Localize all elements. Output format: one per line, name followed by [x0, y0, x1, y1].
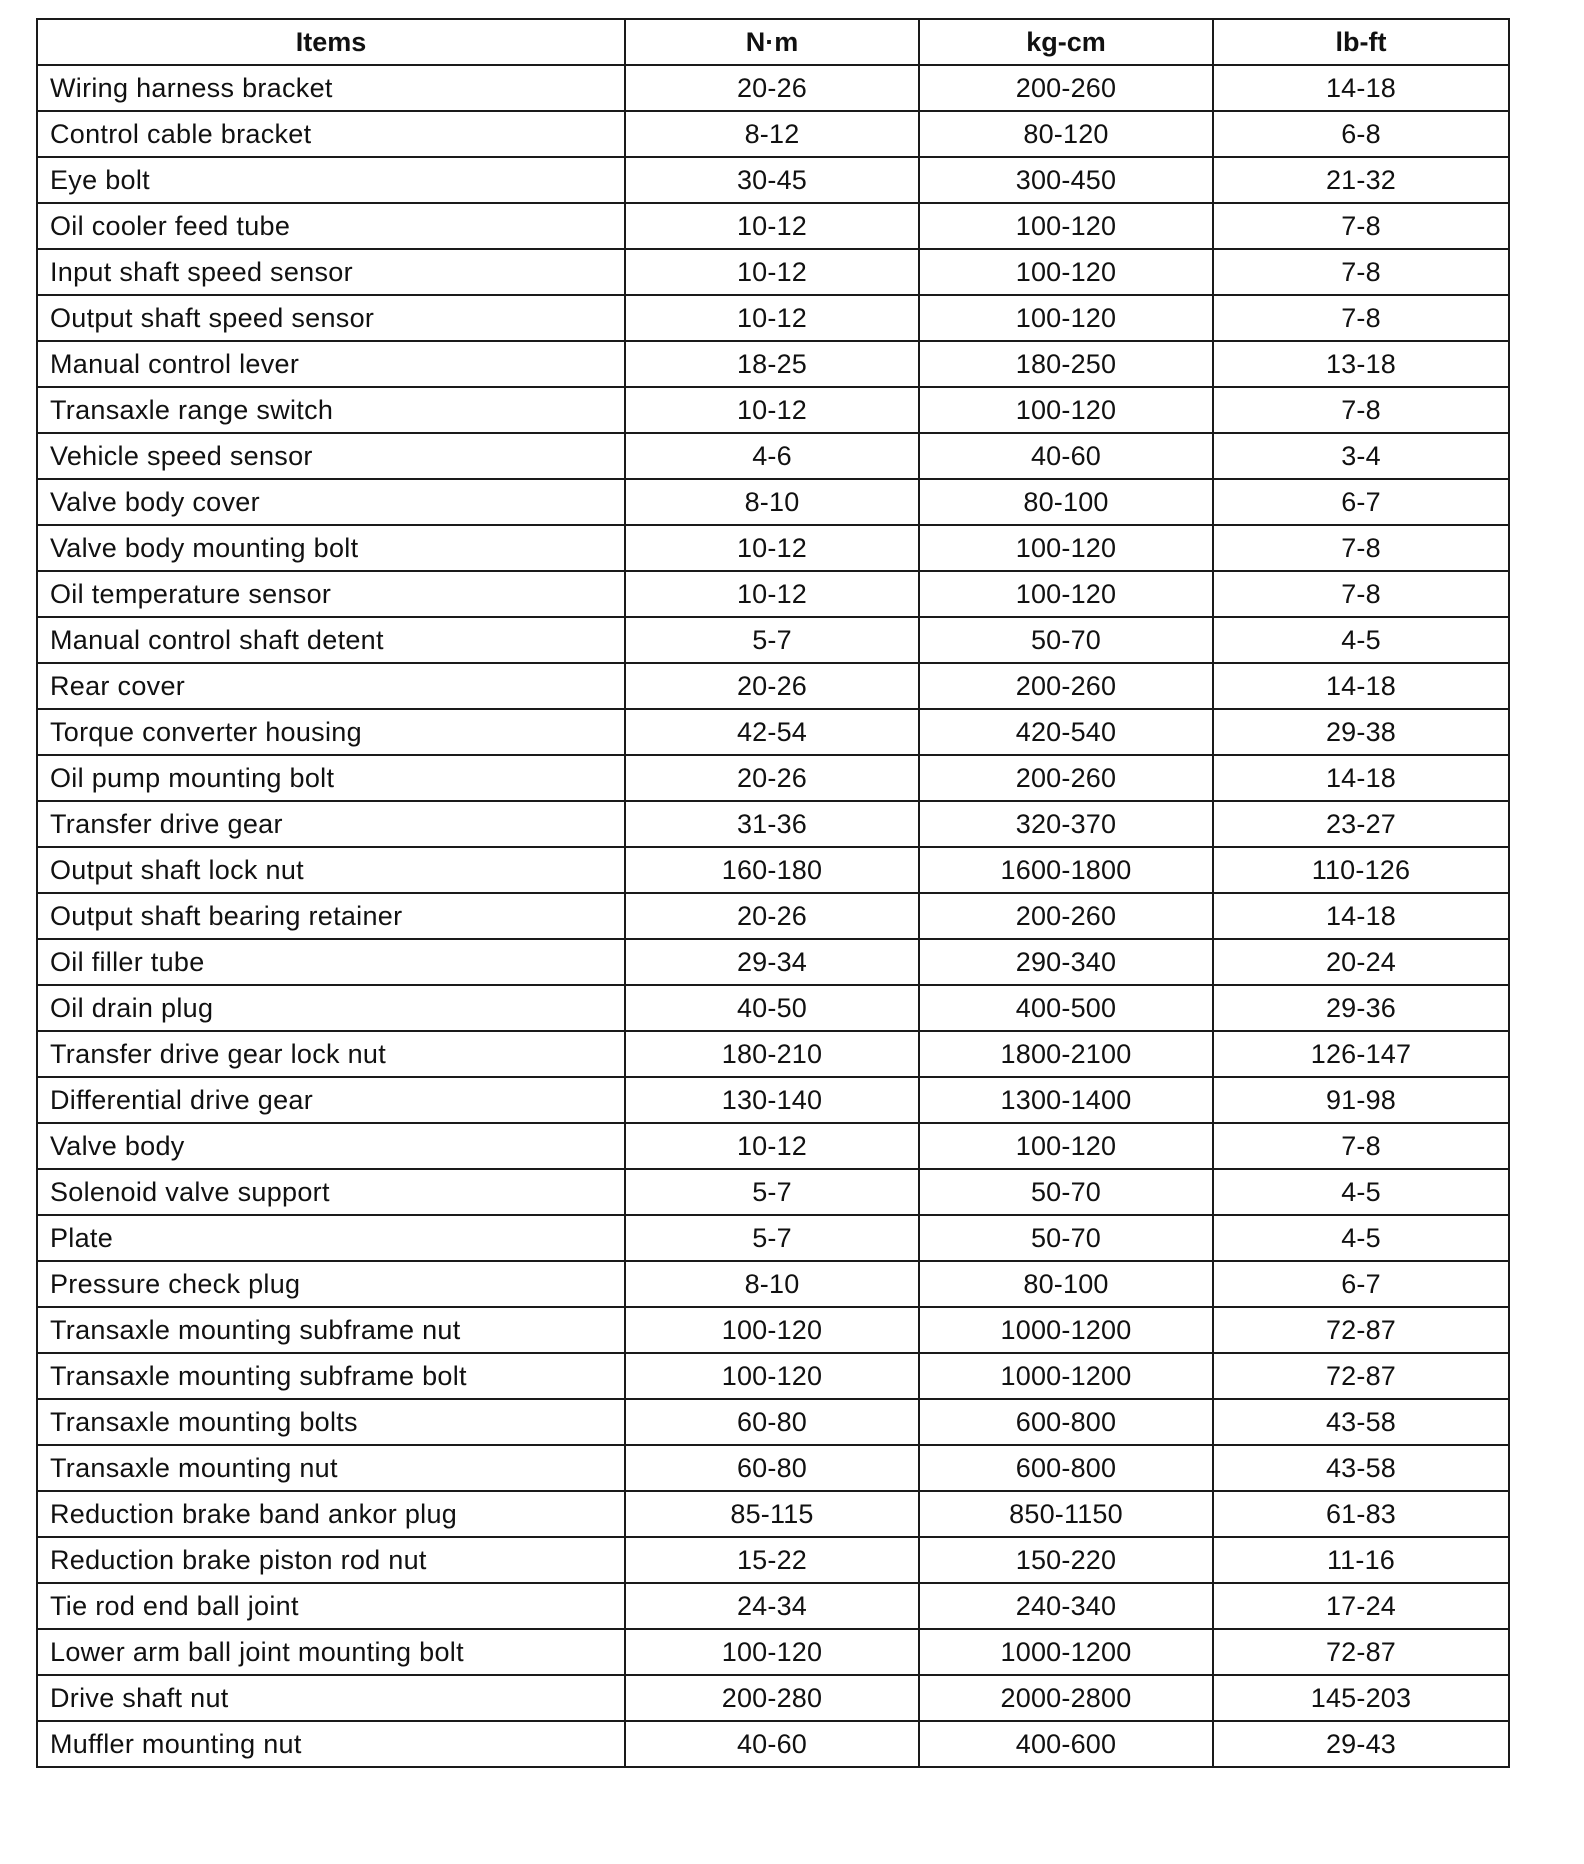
value-kg-cm: 2000-2800 — [919, 1675, 1213, 1721]
item-name: Wiring harness bracket — [37, 65, 625, 111]
value-n-m: 10-12 — [625, 249, 919, 295]
value-kg-cm: 200-260 — [919, 65, 1213, 111]
value-kg-cm: 600-800 — [919, 1399, 1213, 1445]
table-row — [37, 1307, 1509, 1353]
value-lb-ft: 6-7 — [1213, 1261, 1509, 1307]
value-kg-cm: 50-70 — [919, 1169, 1213, 1215]
item-name: Transaxle mounting subframe bolt — [37, 1353, 625, 1399]
table-row — [37, 65, 1509, 111]
value-kg-cm: 1300-1400 — [919, 1077, 1213, 1123]
table-row — [37, 1031, 1509, 1077]
table-row — [37, 1491, 1509, 1537]
value-kg-cm: 180-250 — [919, 341, 1213, 387]
header-n-m: N·m — [625, 19, 919, 65]
table-row — [37, 1169, 1509, 1215]
item-name: Transaxle mounting nut — [37, 1445, 625, 1491]
table-row — [37, 985, 1509, 1031]
table-row — [37, 571, 1509, 617]
value-n-m: 10-12 — [625, 203, 919, 249]
table-row — [37, 111, 1509, 157]
table-row — [37, 617, 1509, 663]
value-kg-cm: 40-60 — [919, 433, 1213, 479]
value-n-m: 31-36 — [625, 801, 919, 847]
value-kg-cm: 240-340 — [919, 1583, 1213, 1629]
value-lb-ft: 7-8 — [1213, 387, 1509, 433]
value-n-m: 18-25 — [625, 341, 919, 387]
table-row — [37, 387, 1509, 433]
value-n-m: 29-34 — [625, 939, 919, 985]
value-kg-cm: 290-340 — [919, 939, 1213, 985]
item-name: Manual control lever — [37, 341, 625, 387]
value-lb-ft: 145-203 — [1213, 1675, 1509, 1721]
value-kg-cm: 1000-1200 — [919, 1353, 1213, 1399]
table-row — [37, 893, 1509, 939]
value-kg-cm: 100-120 — [919, 387, 1213, 433]
table-row — [37, 1721, 1509, 1767]
item-name: Oil filler tube — [37, 939, 625, 985]
value-n-m: 42-54 — [625, 709, 919, 755]
value-n-m: 130-140 — [625, 1077, 919, 1123]
item-name: Transaxle range switch — [37, 387, 625, 433]
value-n-m: 160-180 — [625, 847, 919, 893]
value-n-m: 180-210 — [625, 1031, 919, 1077]
value-lb-ft: 7-8 — [1213, 1123, 1509, 1169]
value-kg-cm: 400-600 — [919, 1721, 1213, 1767]
table-row — [37, 1675, 1509, 1721]
item-name: Lower arm ball joint mounting bolt — [37, 1629, 625, 1675]
value-n-m: 30-45 — [625, 157, 919, 203]
value-n-m: 60-80 — [625, 1399, 919, 1445]
value-lb-ft: 13-18 — [1213, 341, 1509, 387]
item-name: Vehicle speed sensor — [37, 433, 625, 479]
value-lb-ft: 14-18 — [1213, 663, 1509, 709]
table-row — [37, 157, 1509, 203]
header-kg-cm: kg-cm — [919, 19, 1213, 65]
table-header-row — [37, 19, 1509, 65]
value-n-m: 15-22 — [625, 1537, 919, 1583]
value-n-m: 8-10 — [625, 1261, 919, 1307]
item-name: Input shaft speed sensor — [37, 249, 625, 295]
value-n-m: 4-6 — [625, 433, 919, 479]
table-row — [37, 1629, 1509, 1675]
value-lb-ft: 7-8 — [1213, 203, 1509, 249]
value-lb-ft: 7-8 — [1213, 525, 1509, 571]
value-kg-cm: 80-120 — [919, 111, 1213, 157]
value-lb-ft: 43-58 — [1213, 1399, 1509, 1445]
value-kg-cm: 50-70 — [919, 617, 1213, 663]
value-lb-ft: 4-5 — [1213, 617, 1509, 663]
value-lb-ft: 7-8 — [1213, 249, 1509, 295]
value-kg-cm: 1000-1200 — [919, 1307, 1213, 1353]
value-kg-cm: 100-120 — [919, 525, 1213, 571]
item-name: Output shaft speed sensor — [37, 295, 625, 341]
value-kg-cm: 50-70 — [919, 1215, 1213, 1261]
item-name: Output shaft lock nut — [37, 847, 625, 893]
value-n-m: 85-115 — [625, 1491, 919, 1537]
value-lb-ft: 126-147 — [1213, 1031, 1509, 1077]
value-n-m: 10-12 — [625, 571, 919, 617]
value-kg-cm: 80-100 — [919, 1261, 1213, 1307]
torque-spec-sheet — [36, 18, 1508, 1768]
table-row — [37, 1261, 1509, 1307]
table-body — [37, 65, 1509, 1767]
value-kg-cm: 400-500 — [919, 985, 1213, 1031]
item-name: Torque converter housing — [37, 709, 625, 755]
value-lb-ft: 21-32 — [1213, 157, 1509, 203]
value-lb-ft: 72-87 — [1213, 1307, 1509, 1353]
value-lb-ft: 29-36 — [1213, 985, 1509, 1031]
value-kg-cm: 80-100 — [919, 479, 1213, 525]
item-name: Rear cover — [37, 663, 625, 709]
value-n-m: 5-7 — [625, 1215, 919, 1261]
value-kg-cm: 1600-1800 — [919, 847, 1213, 893]
value-kg-cm: 600-800 — [919, 1445, 1213, 1491]
value-kg-cm: 420-540 — [919, 709, 1213, 755]
table-row — [37, 801, 1509, 847]
value-kg-cm: 150-220 — [919, 1537, 1213, 1583]
item-name: Pressure check plug — [37, 1261, 625, 1307]
value-lb-ft: 23-27 — [1213, 801, 1509, 847]
header-lb-ft: lb-ft — [1213, 19, 1509, 65]
table-row — [37, 525, 1509, 571]
item-name: Transfer drive gear lock nut — [37, 1031, 625, 1077]
item-name: Eye bolt — [37, 157, 625, 203]
table-row — [37, 939, 1509, 985]
table-row — [37, 709, 1509, 755]
item-name: Transaxle mounting bolts — [37, 1399, 625, 1445]
value-n-m: 200-280 — [625, 1675, 919, 1721]
value-n-m: 10-12 — [625, 1123, 919, 1169]
value-n-m: 20-26 — [625, 755, 919, 801]
table-row — [37, 433, 1509, 479]
value-n-m: 60-80 — [625, 1445, 919, 1491]
table-row — [37, 1123, 1509, 1169]
table-row — [37, 295, 1509, 341]
value-n-m: 24-34 — [625, 1583, 919, 1629]
item-name: Manual control shaft detent — [37, 617, 625, 663]
table-row — [37, 1537, 1509, 1583]
value-lb-ft: 14-18 — [1213, 755, 1509, 801]
value-lb-ft: 20-24 — [1213, 939, 1509, 985]
item-name: Oil pump mounting bolt — [37, 755, 625, 801]
item-name: Reduction brake piston rod nut — [37, 1537, 625, 1583]
value-kg-cm: 1000-1200 — [919, 1629, 1213, 1675]
item-name: Plate — [37, 1215, 625, 1261]
value-n-m: 20-26 — [625, 893, 919, 939]
value-lb-ft: 72-87 — [1213, 1629, 1509, 1675]
value-lb-ft: 6-8 — [1213, 111, 1509, 157]
value-lb-ft: 14-18 — [1213, 65, 1509, 111]
value-n-m: 8-12 — [625, 111, 919, 157]
value-n-m: 10-12 — [625, 387, 919, 433]
table-row — [37, 1215, 1509, 1261]
item-name: Solenoid valve support — [37, 1169, 625, 1215]
item-name: Control cable bracket — [37, 111, 625, 157]
value-n-m: 5-7 — [625, 1169, 919, 1215]
table-row — [37, 479, 1509, 525]
table-row — [37, 755, 1509, 801]
value-kg-cm: 300-450 — [919, 157, 1213, 203]
item-name: Transaxle mounting subframe nut — [37, 1307, 625, 1353]
value-kg-cm: 850-1150 — [919, 1491, 1213, 1537]
value-n-m: 5-7 — [625, 617, 919, 663]
table-row — [37, 1399, 1509, 1445]
item-name: Muffler mounting nut — [37, 1721, 625, 1767]
item-name: Oil cooler feed tube — [37, 203, 625, 249]
item-name: Drive shaft nut — [37, 1675, 625, 1721]
value-lb-ft: 11-16 — [1213, 1537, 1509, 1583]
value-lb-ft: 43-58 — [1213, 1445, 1509, 1491]
value-lb-ft: 14-18 — [1213, 893, 1509, 939]
value-lb-ft: 29-38 — [1213, 709, 1509, 755]
table-row — [37, 341, 1509, 387]
value-lb-ft: 4-5 — [1213, 1215, 1509, 1261]
value-kg-cm: 100-120 — [919, 295, 1213, 341]
item-name: Valve body mounting bolt — [37, 525, 625, 571]
value-kg-cm: 100-120 — [919, 571, 1213, 617]
value-lb-ft: 3-4 — [1213, 433, 1509, 479]
value-lb-ft: 29-43 — [1213, 1721, 1509, 1767]
value-lb-ft: 4-5 — [1213, 1169, 1509, 1215]
value-n-m: 20-26 — [625, 65, 919, 111]
item-name: Valve body — [37, 1123, 625, 1169]
table-row — [37, 249, 1509, 295]
value-kg-cm: 320-370 — [919, 801, 1213, 847]
value-n-m: 10-12 — [625, 525, 919, 571]
value-kg-cm: 200-260 — [919, 893, 1213, 939]
table-row — [37, 203, 1509, 249]
value-lb-ft: 7-8 — [1213, 571, 1509, 617]
item-name: Oil temperature sensor — [37, 571, 625, 617]
item-name: Tie rod end ball joint — [37, 1583, 625, 1629]
table-row — [37, 1583, 1509, 1629]
item-name: Transfer drive gear — [37, 801, 625, 847]
value-kg-cm: 100-120 — [919, 203, 1213, 249]
table-row — [37, 1445, 1509, 1491]
table-row — [37, 663, 1509, 709]
value-lb-ft: 61-83 — [1213, 1491, 1509, 1537]
value-n-m: 40-60 — [625, 1721, 919, 1767]
table-row — [37, 1353, 1509, 1399]
table-row — [37, 1077, 1509, 1123]
value-n-m: 100-120 — [625, 1307, 919, 1353]
value-n-m: 20-26 — [625, 663, 919, 709]
value-kg-cm: 1800-2100 — [919, 1031, 1213, 1077]
value-lb-ft: 110-126 — [1213, 847, 1509, 893]
item-name: Reduction brake band ankor plug — [37, 1491, 625, 1537]
torque-spec-table — [36, 18, 1510, 1768]
value-lb-ft: 6-7 — [1213, 479, 1509, 525]
item-name: Output shaft bearing retainer — [37, 893, 625, 939]
value-kg-cm: 100-120 — [919, 249, 1213, 295]
table-row — [37, 847, 1509, 893]
value-kg-cm: 100-120 — [919, 1123, 1213, 1169]
item-name: Valve body cover — [37, 479, 625, 525]
value-lb-ft: 72-87 — [1213, 1353, 1509, 1399]
header-items: Items — [37, 19, 625, 65]
item-name: Oil drain plug — [37, 985, 625, 1031]
value-lb-ft: 7-8 — [1213, 295, 1509, 341]
value-n-m: 100-120 — [625, 1629, 919, 1675]
value-kg-cm: 200-260 — [919, 663, 1213, 709]
value-n-m: 100-120 — [625, 1353, 919, 1399]
value-n-m: 40-50 — [625, 985, 919, 1031]
item-name: Differential drive gear — [37, 1077, 625, 1123]
value-kg-cm: 200-260 — [919, 755, 1213, 801]
value-n-m: 8-10 — [625, 479, 919, 525]
value-n-m: 10-12 — [625, 295, 919, 341]
value-lb-ft: 17-24 — [1213, 1583, 1509, 1629]
value-lb-ft: 91-98 — [1213, 1077, 1509, 1123]
